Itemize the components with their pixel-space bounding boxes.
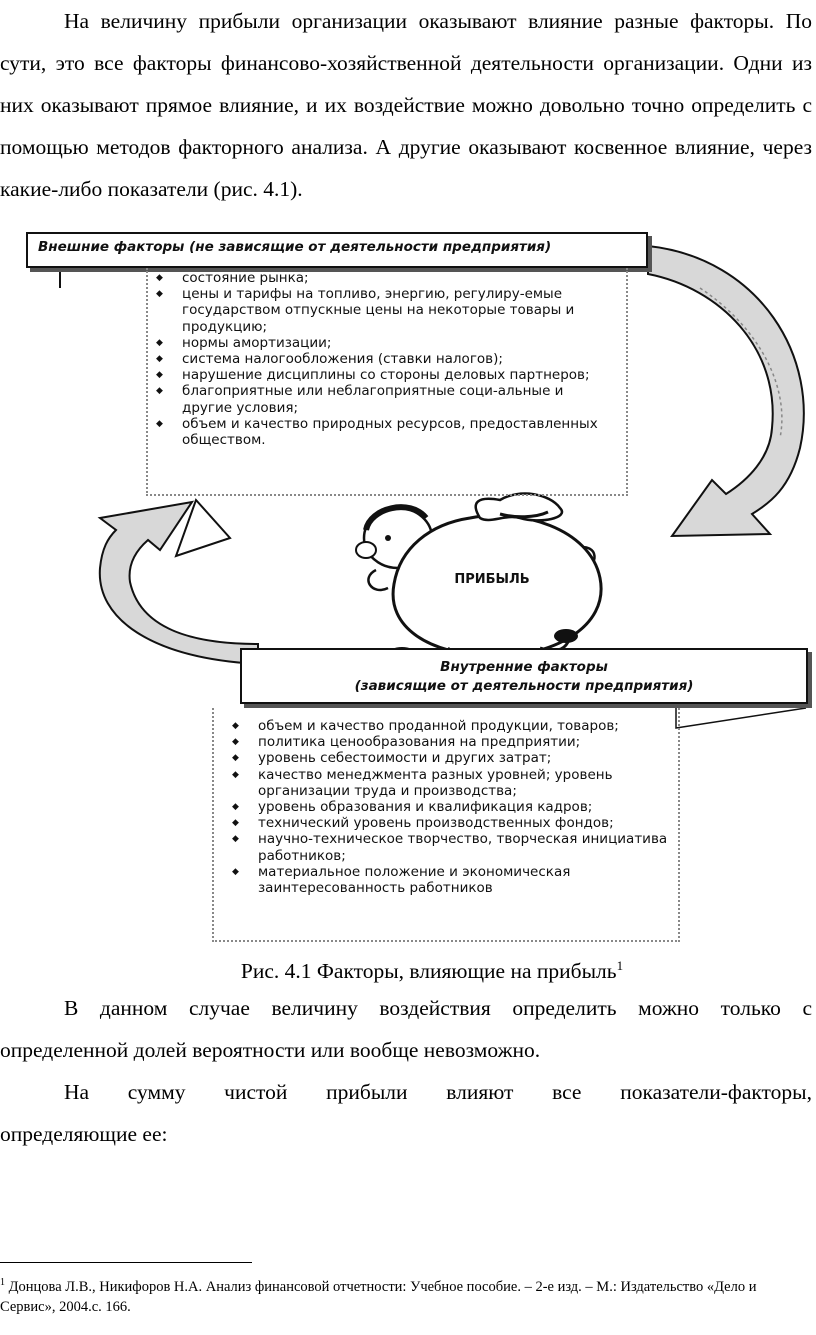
list-item: ◆ материальное положение и экономическая заинтересованность работников xyxy=(230,864,680,896)
list-item: ◆ уровень себестоимости и других затрат; xyxy=(230,750,680,766)
list-item: ◆ политика ценообразования на предприятии; xyxy=(230,734,680,750)
internal-factors-header xyxy=(240,648,808,704)
paragraph-2: В данном случае величину воздействия определить можно только с определенной долей вероятности или вообще невозможно. xyxy=(0,996,812,1062)
list-item: ◆ нарушение дисциплины со стороны деловых партнеров; xyxy=(154,367,614,383)
right-connector-line xyxy=(676,704,806,728)
caption-footnote-ref[interactable]: 1 xyxy=(616,958,624,973)
footnote-marker: 1 xyxy=(0,1277,5,1288)
internal-factors-list xyxy=(230,718,680,896)
list-item: ◆ система налогообложения (ставки налогов); xyxy=(154,351,614,367)
footnote xyxy=(0,1273,812,1317)
list-item: ◆ состояние рынка; xyxy=(154,270,614,286)
list-item: ◆ объем и качество природных ресурсов, предоставленных обществом. xyxy=(154,416,614,448)
external-factors-list xyxy=(154,270,614,448)
list-item: ◆ уровень образования и квалификация кадров; xyxy=(230,799,680,815)
external-factors-header: Внешние факторы (не зависящие от деятельности предприятия) xyxy=(26,232,648,268)
footnote-divider xyxy=(0,1262,252,1263)
profit-label: ПРИБЫЛЬ xyxy=(454,572,530,587)
list-item: ◆ благоприятные или неблагоприятные соци-альные и другие условия; xyxy=(154,383,614,415)
list-item: ◆ качество менеджмента разных уровней; уровень организации труда и производства; xyxy=(230,767,680,799)
profit-factors-figure xyxy=(0,218,816,948)
curved-arrow-right-icon xyxy=(648,246,804,536)
internal-header-line2: (зависящие от деятельности предприятия) xyxy=(354,678,694,694)
internal-header-line1: Внутренние факторы xyxy=(440,659,608,675)
footnote-text: Донцова Л.В., Никифоров Н.А. Анализ финансовой отчетности: Учебное пособие. – 2-е изд. – М.: Издательство «Дело и Сервис», 2004.с. 166. xyxy=(0,1278,757,1315)
list-item: ◆ технический уровень производственных фондов; xyxy=(230,815,680,831)
caption-text: Рис. 4.1 Факторы, влияющие на прибыль xyxy=(240,959,617,984)
list-item: ◆ цены и тарифы на топливо, энергию, регулиру-емые государством отпускные цены на некоторые товары и продукцию; xyxy=(154,286,614,335)
list-item: ◆ объем и качество проданной продукции, товаров; xyxy=(230,718,680,734)
curved-arrow-left-icon xyxy=(100,500,258,664)
paragraph-3-line2: определяющие ее: xyxy=(0,1122,168,1146)
list-item: ◆ научно-техническое творчество, творческая инициатива работников; xyxy=(230,831,680,863)
paragraph-3-line1: На сумму чистой прибыли влияют все показатели-факторы, xyxy=(64,1080,812,1104)
figure-caption xyxy=(0,948,816,989)
intro-paragraph: На величину прибыли организации оказывают влияние разные факторы. По сути, это все факторы финансово-хозяйственной деятельности организации. Одни из них оказывают прямое влияние, и их воздействие можно довольно точно определить с помощью методов факторного анализа. А другие оказывают косвенное влияние, через какие-либо показатели (рис. 4.1). xyxy=(0,9,812,201)
list-item: ◆ нормы амортизации; xyxy=(154,335,614,351)
